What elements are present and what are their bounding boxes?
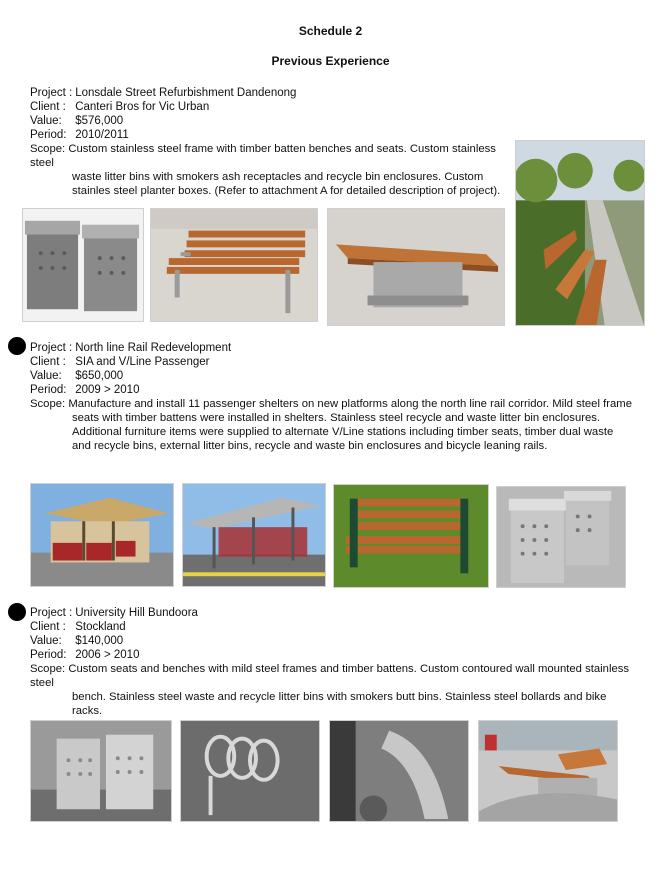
project-2-scope-rest: seats with timber battens were installed in shelters. Stainless steel recycle and waste litter bin enclosures. Additional furniture items were supplied to alternate V/Line stations including timber seats, timber dual waste and recycle bins, external litter bins, recycle and waste bin enclosures and bicycle leaning rails.: [72, 412, 614, 452]
page-subtitle: Previous Experience: [271, 54, 390, 68]
project-3-period-line: [30, 648, 630, 662]
client-label: Client :: [30, 621, 66, 633]
project-1-period-line: [30, 128, 508, 142]
page-title: Schedule 2: [298, 24, 363, 38]
project-2-period-line: [30, 383, 635, 397]
project-2-client: SIA and V/Line Passenger: [75, 356, 210, 368]
photo-perforated-bins: [496, 486, 626, 588]
period-label: Period:: [30, 129, 67, 141]
project-1-name: Lonsdale Street Refurbishment Dandenong: [75, 87, 297, 99]
project-3-client-line: [30, 620, 630, 634]
project-1-client: Canteri Bros for Vic Urban: [75, 101, 210, 113]
period-label: Period:: [30, 384, 67, 396]
photo-green-bench: [333, 484, 489, 588]
client-label: Client :: [30, 356, 66, 368]
photo-timber-benches-plaza: [478, 720, 618, 822]
project-1-scope-rest: waste litter bins with smokers ash receptacles and recycle bin enclosures. Custom stainles steel planter boxes. (Refer to attachment A for detailed description of project).: [72, 171, 501, 197]
project-label: Project :: [30, 342, 73, 354]
photo-spiral-bike-rack: [180, 720, 320, 822]
project-3-name: University Hill Bundoora: [75, 607, 198, 619]
photo-contoured-bench: [329, 720, 469, 822]
project-2-period: 2009 > 2010: [75, 384, 140, 396]
photo-red-shelter: [30, 483, 174, 587]
value-label: Value:: [30, 635, 62, 647]
bullet-marker: [8, 337, 26, 355]
project-2-scope-first: Manufacture and install 11 passenger shelters on new platforms along the north line rail corridor. Mild steel frame: [68, 398, 632, 410]
project-2-details: [30, 341, 635, 453]
photo-stainless-bins-pair: [30, 720, 172, 822]
scope-label: Scope:: [30, 663, 66, 675]
project-1-value-line: [30, 114, 508, 128]
project-1-project-line: [30, 86, 508, 100]
scope-label: Scope:: [30, 143, 66, 155]
photo-platform-shelter: [182, 483, 326, 587]
project-2-project-line: [30, 341, 635, 355]
project-3-value: $140,000: [75, 635, 124, 647]
project-2-value: $650,000: [75, 370, 124, 382]
project-3-value-line: [30, 634, 630, 648]
value-label: Value:: [30, 370, 62, 382]
project-3-scope-first: Custom seats and benches with mild steel frames and timber battens. Custom contoured wall mounted stainless steel: [30, 663, 630, 689]
project-1-scope-first: Custom stainless steel frame with timber batten benches and seats. Custom stainless steel: [30, 143, 496, 169]
project-1-period: 2010/2011: [75, 129, 129, 141]
photo-street-benches: [515, 140, 645, 326]
project-1-value: $576,000: [75, 115, 124, 127]
project-label: Project :: [30, 87, 73, 99]
project-2-name: North line Rail Redevelopment: [75, 342, 232, 354]
project-3-project-line: [30, 606, 630, 620]
photo-timber-bench: [150, 208, 318, 322]
bullet-marker: [8, 603, 26, 621]
project-3-scope-rest: bench. Stainless steel waste and recycle litter bins with smokers butt bins. Stainless steel bollards and bike racks.: [72, 691, 607, 717]
project-1-details: [30, 86, 508, 198]
project-3-scope: [30, 662, 630, 718]
photo-timber-seat-steel-base: [327, 208, 505, 326]
client-label: Client :: [30, 101, 66, 113]
project-3-client: Stockland: [75, 621, 126, 633]
scope-label: Scope:: [30, 398, 66, 410]
project-2-value-line: [30, 369, 635, 383]
photo-stainless-bins: [22, 208, 144, 322]
project-2-scope: [30, 397, 635, 453]
value-label: Value:: [30, 115, 62, 127]
project-3-details: [30, 606, 630, 718]
project-3-period: 2006 > 2010: [75, 649, 140, 661]
project-2-client-line: [30, 355, 635, 369]
period-label: Period:: [30, 649, 67, 661]
project-1-client-line: [30, 100, 508, 114]
project-label: Project :: [30, 607, 73, 619]
project-1-scope: [30, 142, 508, 198]
